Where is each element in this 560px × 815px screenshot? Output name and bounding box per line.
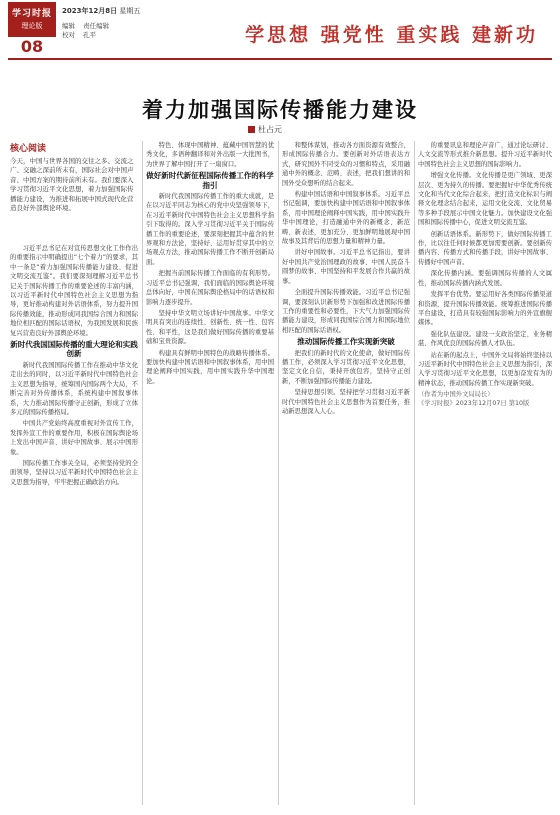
column-1 — [10, 244, 138, 804]
page-slogan: 学思想 强党性 重实践 建新功 — [245, 24, 538, 46]
section-heading-2: 做好新时代新征程国际传播工作的科学指引 — [146, 171, 274, 190]
core-reading-box — [10, 141, 138, 236]
editor-label-4: 孔平 — [83, 31, 97, 39]
paragraph: 发挥平台优势。要运用好各类国际传播渠道和资源，提升国际传播效能。统筹推进国际传播平台建设，打造具有较强国际影响力的外宣旗舰媒体。 — [418, 291, 552, 327]
editor-grid — [62, 22, 115, 40]
paragraph: 坚持中华文明立场讲好中国故事。中华文明具有突出的连续性、创新性、统一性、包容性、和平性，这是我们做好国际传播的重要基础和宝贵资源。 — [146, 309, 274, 346]
source-note: 《学习时报》2023年12月07日 第10版 — [418, 400, 530, 408]
core-reading-label: 核心阅读 — [10, 144, 47, 154]
section-heading-1: 新时代我国国际传播的重大理论和实践创新 — [10, 340, 138, 359]
newspaper-section: 理论版 — [21, 22, 43, 30]
article-author — [248, 124, 282, 135]
issue-date: 2023年12月8日 — [62, 7, 118, 15]
paragraph: 增强文化传播。文化传播是更广领域、更深层次、更为持久的传播。要把握好中华优秀传统文化和当代文化综合起来，把打造文化标识与阐释文化理念结合起来，运用文化交流、文化贸易等多种手段展示中国文化魅力。加快建设文化强国和国际传播中心，促进文明交流互鉴。 — [418, 172, 552, 227]
paragraph: 创新话语体系。新形势下，做好国际传播工作，比以往任何时候都更加需要创新。要创新传播内容、传播方式和传播手段，讲好中国故事、传播好中国声音。 — [418, 230, 552, 266]
paragraph: 把握当前国际传播工作面临的有利形势。习近平总书记强调，我们面临的国际舆论环境总体向好，中国在国际舆论格局中的话语权和影响力逐步提升。 — [146, 270, 274, 306]
paragraph: 站在新的起点上，中国外文局将始终坚持以习近平新时代中国特色社会主义思想为指引，深入学习贯彻习近平文化思想，以更加奋发有为的精神状态，推动国际传播工作实现新突破。 — [418, 351, 552, 387]
paragraph: 坚持思想引领。坚持把学习贯彻习近平新时代中国特色社会主义思想作为首要任务，推动新思想深入人心。 — [282, 389, 410, 415]
paragraph: 习近平总书记在对宣传思想文化工作作出的重要指示中明确提出“七个着力”的要求，其中一条是“着力加强国际传播能力建设、促进文明交流互鉴”。我们要深刻理解习近平总书记关于国际传播工作的重要论述的丰富内涵，以习近平新时代中国特色社会主义思想为指导，更好推动构建对外话语体系，努力提升国际传播效能，推动形成同我国综合国力和国际地位相匹配的国际话语权，为我国发展和民族复兴营造良好外部舆论环境。 — [10, 245, 138, 337]
core-reading-text: 今天，中国与世界各国的交往之多、交流之广、交融之深前所未有，国际社会对中国声音、中国方案的期待前所未有。我们要深入学习贯彻习近平文化思想，着力加强国际传播能力建设，为推进和拓展中国式现代化营造良好外部舆论环境。 — [10, 157, 134, 213]
paragraph: 的重要讯息和理论声音广，通过论坛研讨、人文交流等形式推介新思想。提升习近平新时代中国特色社会主义思想的国际影响力。 — [418, 142, 552, 168]
paragraph: 强化队伍建设。建设一支政治坚定、业务精湛、作风优良的国际传播人才队伍。 — [418, 330, 552, 348]
editor-label-1: 编辑 — [62, 22, 75, 30]
page-number: 08 — [8, 37, 56, 56]
paragraph: 新时代我国国际传播工作在推动中华文化走出去的同时，以习近平新时代中国特色社会主义思想为指导，统筹国内国际两个大局，不断完善对外传播体系，系统构建中国叙事体系，大力推动国际传播守正创新，形成了立体多元的国际传播格局。 — [10, 361, 138, 416]
paragraph: 把我们的新时代的文化使命，做好国际传播工作，必须深入学习贯彻习近平文化思想，坚定文化自信，秉持开放包容，坚持守正创新，不断加强国际传播能力建设。 — [282, 349, 410, 385]
paragraph: 构建中国话语和中国叙事体系。习近平总书记强调，要加快构建中国话语和中国叙事体系，用中国理论阐释中国实践，用中国实践升华中国理论，打造融通中外的新概念、新范畴、新表述，更加充分、更加鲜明地展现中国故事及其背后的思想力量和精神力量。 — [282, 191, 410, 246]
section-heading-3: 推动国际传播工作实现新突破 — [297, 337, 395, 347]
header-rule — [8, 58, 552, 60]
article-title: 着力加强国际传播能力建设 — [142, 97, 418, 122]
column-divider — [414, 141, 415, 805]
paragraph: 新时代我国国际传播工作的重大成就，是在以习近平同志为核心的党中央坚强领导下，在习近平新时代中国特色社会主义思想科学指引下取得的。深入学习贯彻习近平关于国际传播工作的重要论述，要深刻把握其中蕴含的世界观和方法论，坚持好、运用好贯穿其中的立场观点方法，推动国际传播工作不断开创新局面。 — [146, 193, 274, 266]
author-name: 杜占元 — [258, 125, 282, 134]
paragraph: 构建具有鲜明中国特色的战略传播体系。要加快构建中国话语和中国叙事体系，用中国理论阐释中国实践，用中国实践升华中国理论。 — [146, 349, 274, 385]
author-marker-icon — [248, 126, 255, 133]
paragraph: 中国共产党始终高度重视对外宣传工作，发挥外宣工作的重要作用，积极在国际舆论场上发出中国声音、讲好中国故事、展示中国形象。 — [10, 420, 138, 456]
column-divider — [278, 141, 279, 805]
column-3 — [282, 141, 410, 805]
paragraph: 和整体谋划，推动各方面资源有效整合，形成国际传播合力。要创新对外话语表达方式，研究国外不同受众的习惯和特点，采用融通中外的概念、范畴、表述，把我们想讲的和国外受众想听的结合起来。 — [282, 142, 410, 187]
column-2 — [146, 141, 274, 805]
editor-label-3: 校对 — [62, 31, 75, 39]
newspaper-logo — [8, 2, 56, 54]
issue-info — [62, 6, 140, 16]
paragraph: 深化传播内涵。要强调国际传播的人文属性，推动国际传播内涵式发展。 — [418, 270, 552, 287]
paragraph: 特色、体现中国精神、蕴藏中国智慧的优秀文化，多语种翻译和对外出版一大批图书，为世界了解中国打开了一扇窗口。 — [146, 142, 274, 168]
author-note: （作者为中国外文局局长） — [418, 391, 494, 399]
issue-weekday: 星期五 — [119, 7, 141, 15]
paragraph: 讲好中国故事。习近平总书记指出，要讲好中国共产党治国理政的故事、中国人民奋斗圆梦的故事、中国坚持和平发展合作共赢的故事。 — [282, 249, 410, 285]
newspaper-name: 学习时报 — [11, 9, 52, 19]
paragraph: 全面提升国际传播效能。习近平总书记强调，要深刻认识新形势下加强和改进国际传播工作的重要性和必要性，下大气力加强国际传播能力建设，形成同我国综合国力和国际地位相匹配的国际话语权。 — [282, 289, 410, 334]
masthead — [0, 0, 560, 56]
editor-label-2: 责任编辑 — [83, 22, 110, 30]
column-divider — [142, 141, 143, 805]
paragraph: 国际传播工作事关全局，必须坚持党的全面领导，坚持以习近平新时代中国特色社会主义思想为指导，牢牢把握正确政治方向。 — [10, 459, 138, 486]
column-4 — [418, 141, 552, 805]
